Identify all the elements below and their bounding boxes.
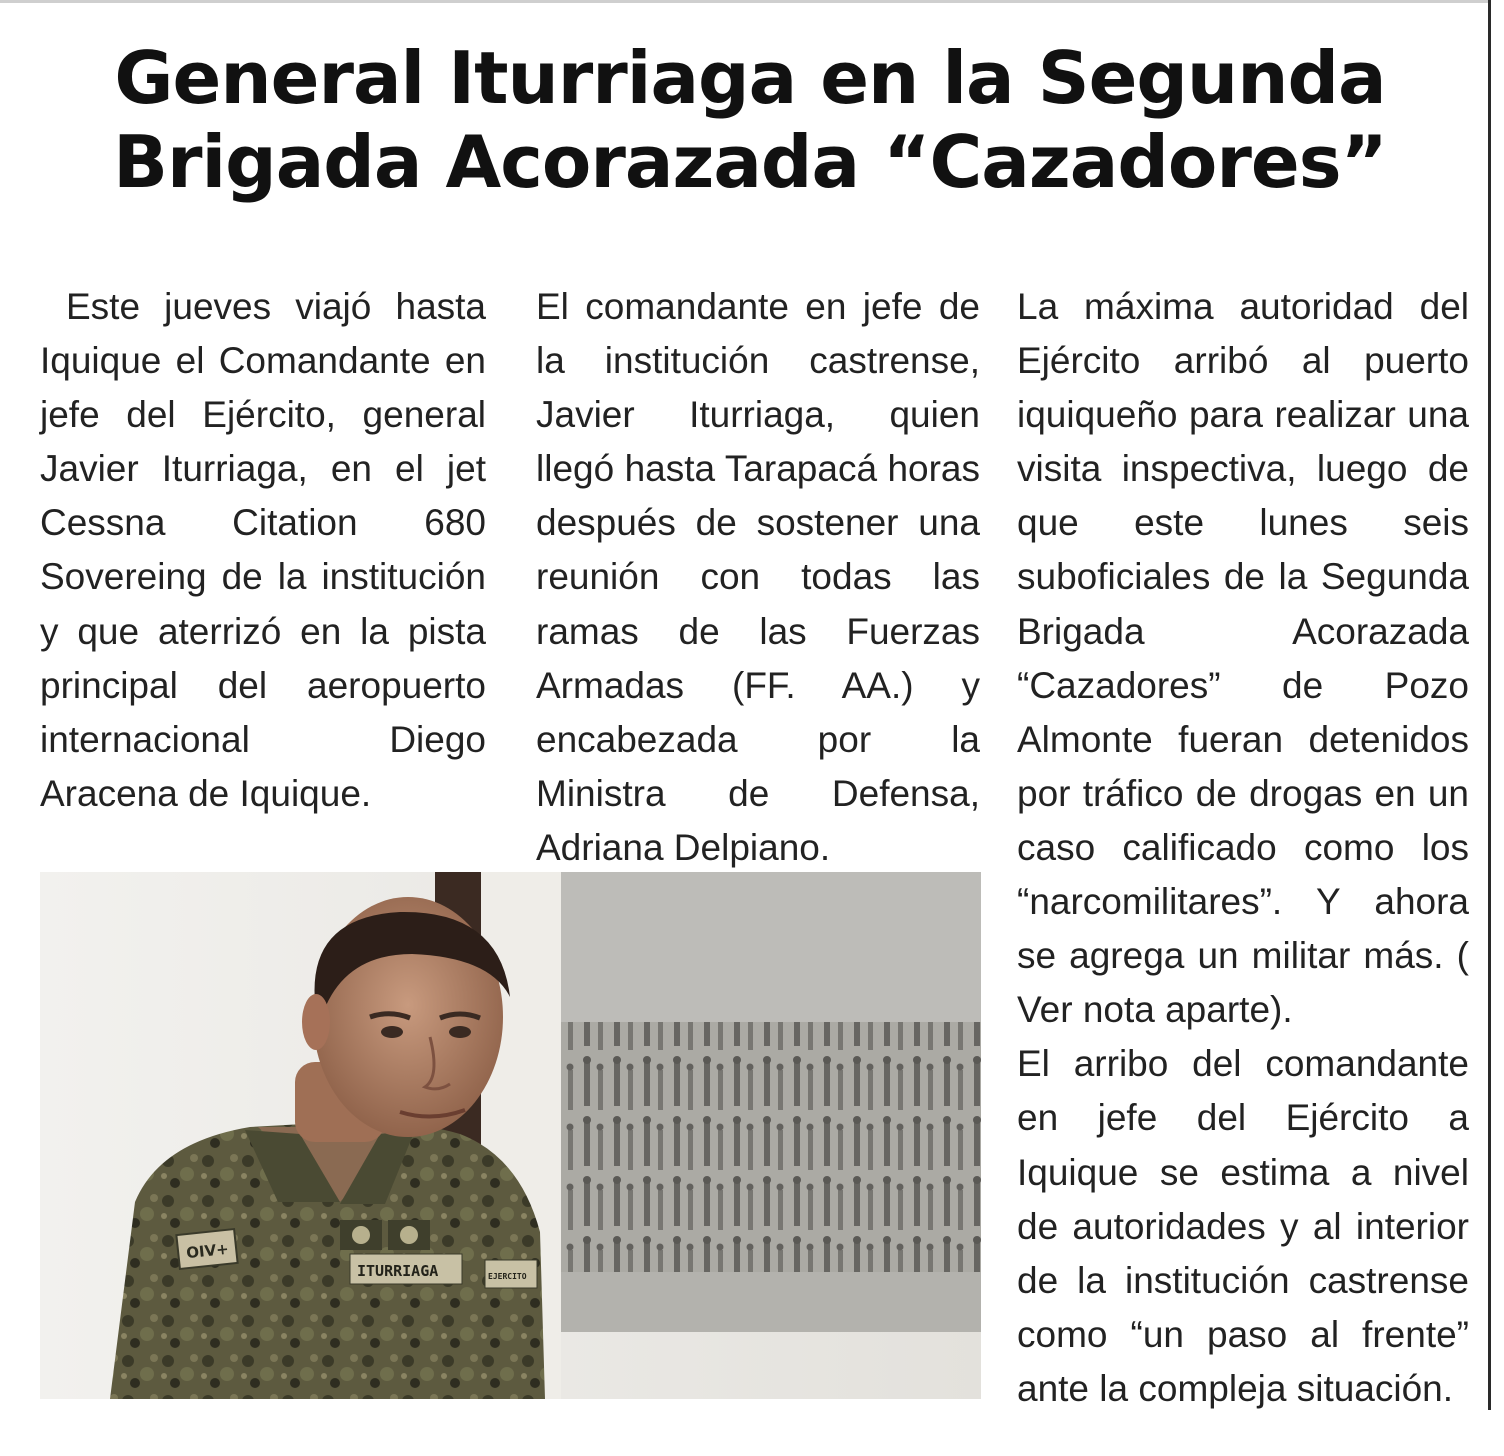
- article-column-1: [40, 280, 486, 821]
- nametape-text: ITURRIAGA: [357, 1262, 439, 1280]
- article-column-2: [536, 280, 980, 875]
- headline-line-2: Brigada Acorazada “Cazadores”: [113, 120, 1387, 204]
- paragraph: La máxima autoridad del Ejército arribó al puerto iquiqueño para realizar una visita inspectiva, luego de que este lunes seis suboficiales de la Segunda Brigada Acorazada “Cazadores” de Pozo Almonte fueran detenidos por tráfico de drogas en un caso calificado como los “narcomilitares”. Y ahora se agrega un militar más. ( Ver nota aparte).: [1017, 286, 1469, 1031]
- patch-text: OIV+: [185, 1239, 230, 1263]
- paragraph: El comandante en jefe de la institución castrense, Javier Iturriaga, quien llegó hasta Tarapacá horas después de sostener una reunión con todas las ramas de las Fuerzas Armadas (FF. AA.) y encabezada por la Ministra de Defensa, Adriana Delpiano.: [536, 286, 980, 868]
- article-photo: [40, 872, 981, 1399]
- top-rule: [0, 0, 1490, 3]
- shoulder-patch: [176, 1229, 237, 1269]
- paragraph: El arribo del comandante en jefe del Ejército a Iquique se estima a nivel de autoridades y al interior de la institución castrense como “un paso al frente” ante la compleja situación.: [1017, 1043, 1469, 1409]
- article-column-3: [1017, 280, 1469, 1416]
- headline-line-1: General Iturriaga en la Segunda: [114, 36, 1386, 120]
- paragraph: Este jueves viajó hasta Iquique el Comandante en jefe del Ejército, general Javier Iturriaga, en el jet Cessna Citation 680 Sovereing de la institución y que aterrizó en la pista principal del aeropuerto internacional Diego Aracena de Iquique.: [40, 286, 486, 814]
- nametape-right-text: EJERCITO: [488, 1272, 527, 1281]
- headline: [20, 36, 1480, 204]
- column-divider-rule: [1488, 0, 1491, 1410]
